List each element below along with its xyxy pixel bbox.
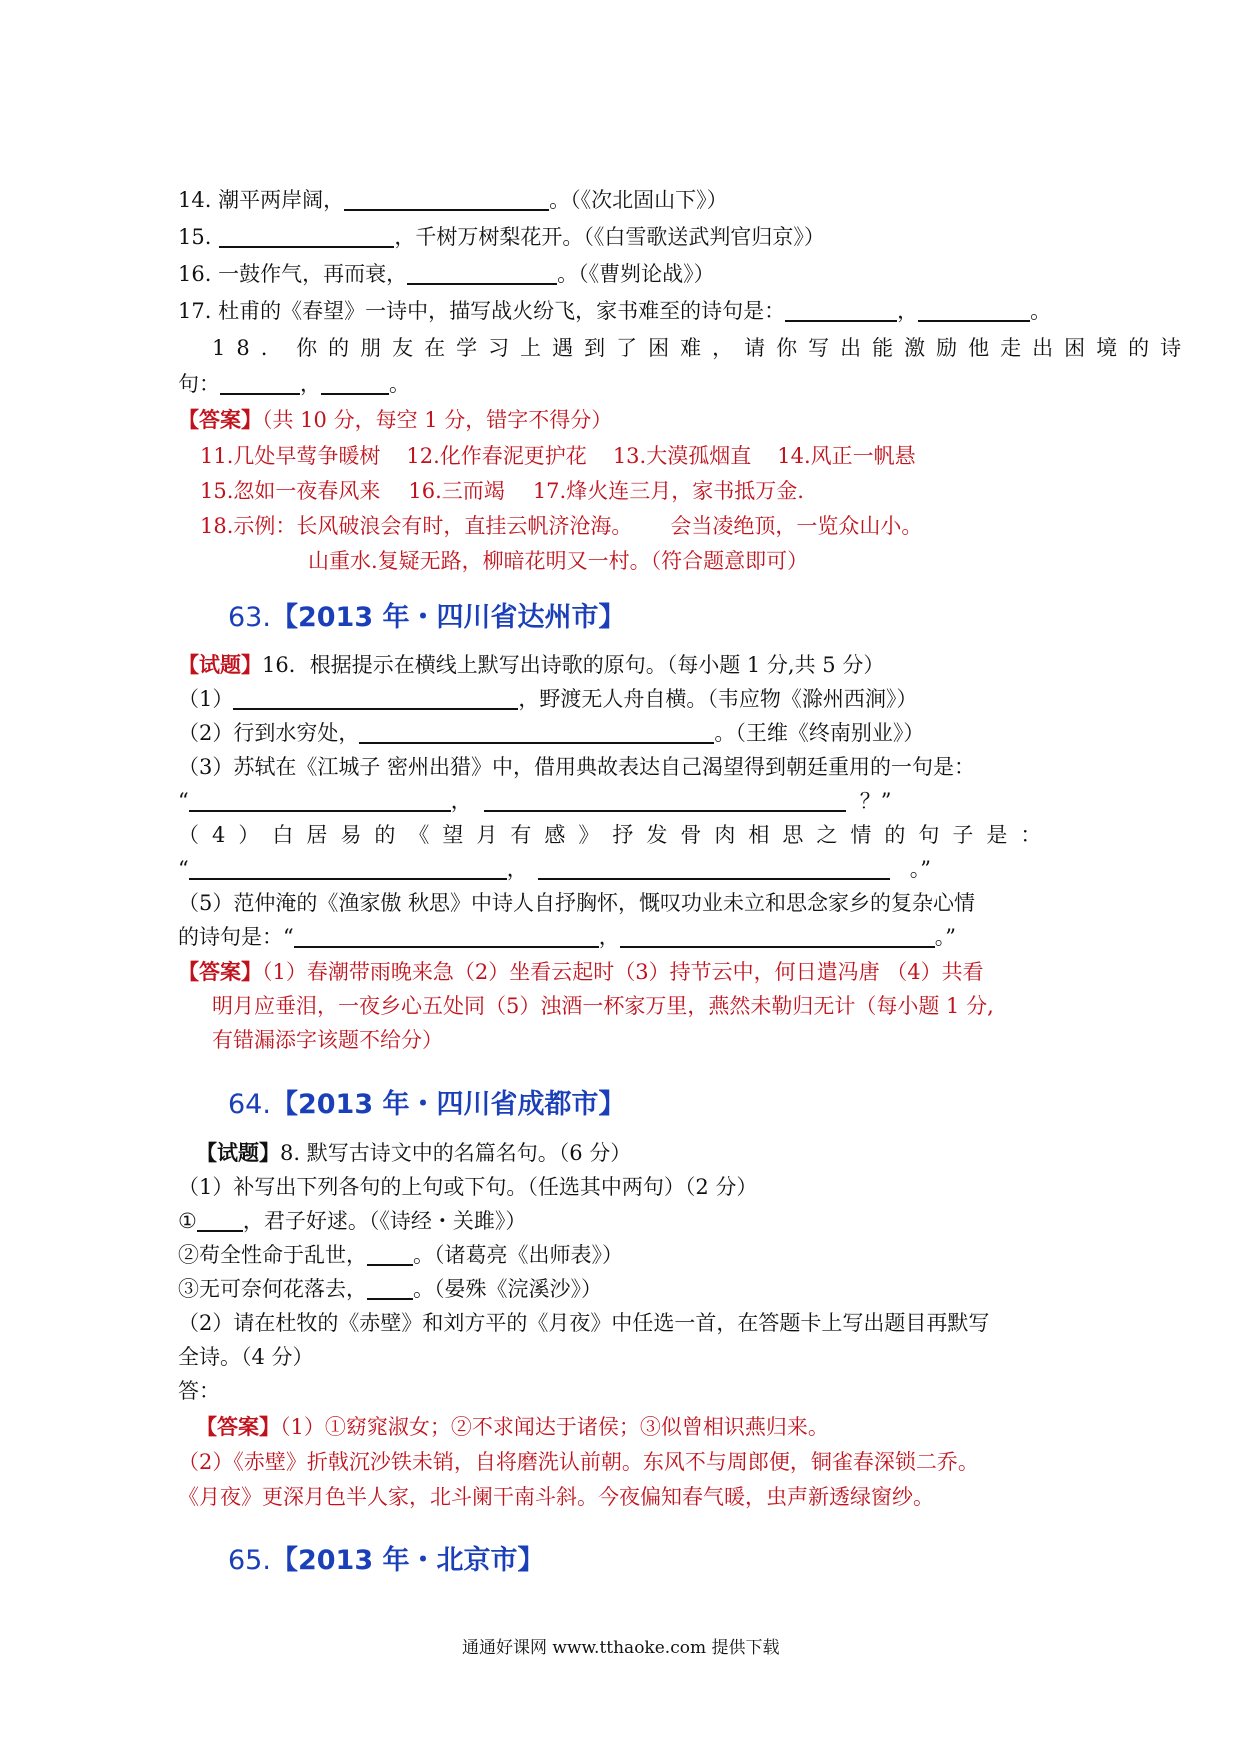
s64-item-3 [178,1274,602,1304]
s63-item-5-prefix: 的诗句是：“ [178,925,294,949]
section-63-number: 63. [228,602,271,633]
q18-end: 。 [389,372,410,396]
s64-answer-text-1: （1）①窈窕淑女；②不求闻达于诸侯；③似曾相识燕归来。 [280,1415,829,1439]
page-footer: 通通好课网 www.tthaoke.com 提供下载 [462,1638,780,1658]
s64-item-1-prefix: ① [178,1209,197,1233]
s63-item-3-open-quote: “ [178,789,189,813]
s63-item-2 [178,718,924,748]
section-65-number: 65. [228,1545,271,1576]
s64-item-2-suffix: 。（诸葛亮《出师表》） [413,1243,623,1267]
question-15 [178,222,825,252]
s64-item-2-prefix: ②苟全性命于乱世， [178,1243,367,1267]
s64-item-1-suffix: ，君子好逑。（《诗经・关雎》） [242,1209,527,1233]
question-16 [178,259,715,289]
s64-part-1: （1）补写出下列各句的上句或下句。（任选其中两句）（2 分） [178,1175,758,1199]
s63-item-4-open-quote: “ [178,857,189,881]
section-65-heading [228,1538,545,1577]
s63-item-3-line2 [178,786,892,816]
s63-answer-line1 [178,957,984,987]
s63-item-4-blank-1 [189,856,507,880]
answer-tag: 【答案】 [196,1414,280,1439]
s64-item-1-blank [197,1208,243,1232]
s63-item-3-line1: （3）苏轼在《江城子 密州出猎》中，借用典故表达自己渴望得到朝廷重用的一句是： [178,755,976,779]
s63-item-1-suffix: ，野渡无人舟自横。（韦应物《滁州西涧》） [518,687,918,711]
s63-item-1-prefix: （1） [178,687,234,711]
question-18-line1: 18. 你的朋友在学习上遇到了困难，请你写出能激励他走出困境的诗 [212,336,1193,360]
s63-item-5-line2 [178,922,956,952]
q15-prefix: 15. [178,225,212,249]
s63-item-3-blank-2 [484,788,846,812]
s63-item-2-prefix: （2）行到水穷处， [178,721,360,745]
section-64-question [196,1138,631,1168]
answer-note: （共 10 分，每空 1 分，错字不得分） [262,408,613,432]
q17-end: 。 [1030,299,1052,323]
q17-comma: ， [897,299,919,323]
q14-suffix: 。（《次北固山下》） [549,188,728,212]
question-14 [178,185,728,215]
s64-item-3-suffix: 。（晏殊《浣溪沙》） [413,1277,602,1301]
q14-prefix: 14. 潮平两岸阔， [178,188,345,212]
q17-blank-2 [918,298,1030,322]
s64-part-2-line2: 全诗。（4 分） [178,1345,314,1369]
s64-answer-line3: 《月夜》更深月色半人家，北斗阑干南斗斜。今夜偏知春气暖，虫声新透绿窗纱。 [178,1485,934,1509]
section-64-number: 64. [228,1089,271,1120]
s63-item-3-blank-1 [189,788,451,812]
section-65-title: 【2013 年・北京市】 [270,1545,545,1576]
s63-item-5-comma: ， [598,925,620,949]
q14-blank [344,187,549,211]
answer-18-a: 18.示例：长风破浪会有时，直挂云帆济沧海。 [200,514,633,538]
s63-item-5-blank-2 [620,924,935,948]
answer-block-a-header [178,405,612,435]
s63-item-3-comma: ， [450,789,472,813]
s64-item-2-blank [367,1242,413,1266]
answer-11: 11.几处早莺争暖树 [200,444,381,468]
answer-tag: 【答案】 [178,959,262,984]
q16-blank [407,261,557,285]
s64-answer-line2: （2）《赤壁》折戟沉沙铁未销，自将磨洗认前朝。东风不与周郎便，铜雀春深锁二乔。 [178,1450,979,1474]
s63-answer-line3: 有错漏添字该题不给分） [212,1028,443,1052]
s63-item-2-blank [359,720,714,744]
q17-prefix: 17. 杜甫的《春望》一诗中，描写战火纷飞，家书难至的诗句是： [178,299,786,323]
question-17 [178,296,1051,326]
s63-item-3-end: ？” [859,789,892,813]
section-64-title: 【2013 年・四川省成都市】 [270,1089,626,1120]
q18-blank-2 [321,371,389,395]
answer-row-4: 山重水.复疑无路，柳暗花明又一村。（符合题意即可） [308,549,809,573]
s64-part-2-line1: （2）请在杜牧的《赤壁》和刘方平的《月夜》中任选一首，在答题卡上写出题目再默写 [178,1311,990,1335]
question-tag: 【试题】 [196,1140,280,1165]
answer-12: 12.化作春泥更护花 [406,444,587,468]
answer-13: 13.大漠孤烟直 [612,444,752,468]
q15-blank [219,224,394,248]
section-64-heading [228,1082,626,1121]
s63-item-2-suffix: 。（王维《终南别业》） [714,721,925,745]
answer-18-b: 会当凌绝顶，一览众山小。 [670,514,923,538]
q17-blank-1 [785,298,897,322]
s63-item-4-line1: （4）白居易的《望月有感》抒发骨肉相思之情的句子是： [178,823,1055,847]
question-text: 16．根据提示在横线上默写出诗歌的原句。（每小题 1 分,共 5 分） [262,653,885,677]
answer-row-3 [200,511,922,541]
s64-item-3-prefix: ③无可奈何花落去， [178,1277,367,1301]
s64-item-1 [178,1206,526,1236]
answer-row-2 [200,476,804,506]
s63-item-1-blank [233,686,518,710]
q16-suffix: 。（《曹刿论战》） [557,262,715,286]
answer-15: 15.忽如一夜春风来 [200,479,381,503]
s64-answer-prompt: 答： [178,1379,220,1403]
s63-item-4-comma: ， [506,857,528,881]
s64-item-3-blank [367,1276,413,1300]
answer-tag: 【答案】 [178,407,262,432]
section-63-question [178,650,884,680]
section-63-title: 【2013 年・四川省达州市】 [270,602,626,633]
q18-prefix: 句： [178,372,220,396]
answer-14: 14.风正一帆悬 [777,444,916,468]
s64-answer-line1 [196,1412,829,1442]
s63-item-5-end: 。” [934,925,956,949]
s63-item-4-blank-2 [538,856,890,880]
s64-item-2 [178,1240,623,1270]
answer-row-1 [200,441,916,471]
s63-item-4-line2 [178,854,931,884]
s63-answer-line2: 明月应垂泪，一夜乡心五处同（5）浊酒一杯家万里，燕然未勒归无计（每小题 1 分, [212,994,994,1018]
q18-blank-1 [220,371,300,395]
q16-prefix: 16. 一鼓作气，再而衰， [178,262,408,286]
s63-item-1 [178,684,917,714]
question-18-line2 [178,369,410,399]
s63-item-5-blank-1 [294,924,599,948]
question-tag: 【试题】 [178,652,262,677]
s63-answer-text-1: （1）春潮带雨晚来急（2）坐看云起时（3）持节云中，何日遣冯唐 （4）共看 [262,960,984,984]
q15-suffix: ，千树万树梨花开。（《白雪歌送武判官归京》） [394,225,825,249]
question-text: 8. 默写古诗文中的名篇名句。（6 分） [280,1141,632,1165]
s63-item-5-line1: （5）范仲淹的《渔家傲 秋思》中诗人自抒胸怀，慨叹功业未立和思念家乡的复杂心情 [178,891,976,915]
answer-16: 16.三而竭 [408,479,505,503]
q18-comma: ， [300,372,321,396]
answer-17: 17.烽火连三月，家书抵万金. [532,479,804,503]
s63-item-4-end: 。” [909,857,931,881]
section-63-heading [228,595,626,634]
